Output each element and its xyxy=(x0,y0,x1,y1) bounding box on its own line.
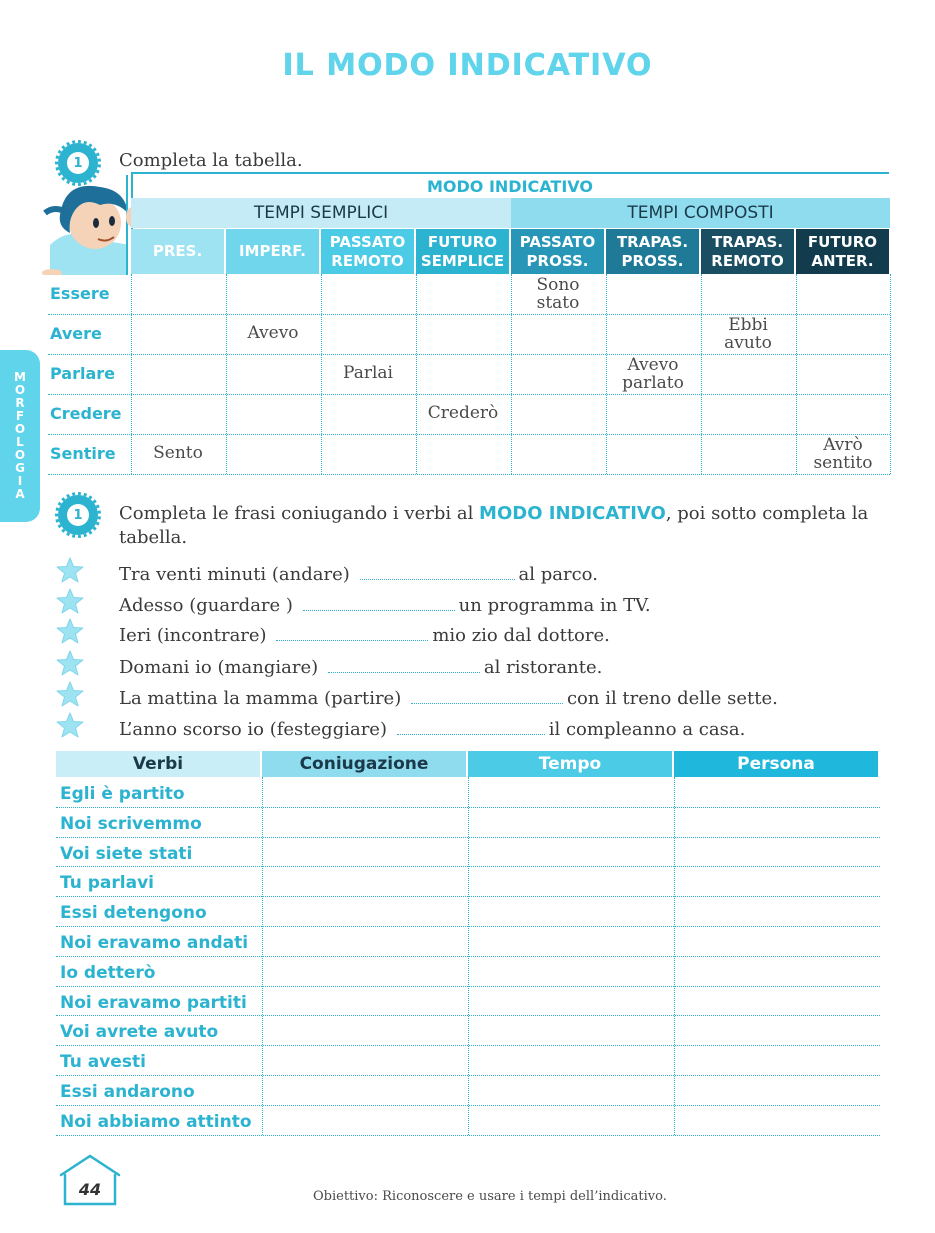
verb-label: Essere xyxy=(50,284,110,303)
answer-cell[interactable] xyxy=(468,866,674,896)
verb-label: Credere xyxy=(50,404,122,423)
answer-cell[interactable] xyxy=(262,807,468,837)
verb-form-label: Io detterò xyxy=(60,962,156,983)
table-cell[interactable] xyxy=(701,274,795,314)
answer-blank[interactable] xyxy=(360,566,515,580)
table-cell[interactable] xyxy=(796,394,890,434)
group-header-tempi-semplici: TEMPI SEMPLICI xyxy=(131,198,511,228)
verb-form-label: Tu parlavi xyxy=(60,873,154,894)
column-header-imperf: IMPERF. xyxy=(226,229,321,274)
answer-cell[interactable] xyxy=(674,896,880,926)
table-cell[interactable] xyxy=(606,274,700,314)
table-cell[interactable] xyxy=(416,434,510,474)
page-title: IL MODO INDICATIVO xyxy=(282,48,653,83)
table-cell[interactable] xyxy=(416,354,510,394)
answer-cell[interactable] xyxy=(262,866,468,896)
side-tab-morfologia: M O R F O L O G I A xyxy=(0,350,40,522)
table-cell[interactable] xyxy=(321,394,415,434)
column-header-pres: PRES. xyxy=(131,229,226,274)
answer-cell[interactable] xyxy=(468,956,674,986)
column-header-passato-remoto: PASSATO REMOTO xyxy=(321,229,416,274)
table-cell[interactable] xyxy=(131,314,225,354)
table1-column-divider xyxy=(890,274,891,474)
table-cell[interactable] xyxy=(131,354,225,394)
table-cell[interactable] xyxy=(226,274,320,314)
verb-label: Sentire xyxy=(50,444,116,463)
answer-cell[interactable] xyxy=(468,926,674,956)
table-cell[interactable] xyxy=(606,314,700,354)
exercise-sentence: Ieri (incontrare) mio zio dal dottore. xyxy=(119,625,610,646)
verb-form-label: Essi andarono xyxy=(60,1082,195,1102)
answer-cell[interactable] xyxy=(262,956,468,986)
star-bullet-icon xyxy=(56,557,84,583)
table-cell[interactable] xyxy=(321,434,415,474)
table2-column-divider xyxy=(674,777,675,1135)
table-cell[interactable] xyxy=(701,354,795,394)
exercise-sentence: Domani io (mangiare) al ristorante. xyxy=(119,657,603,678)
column-header-futuro-anter: FUTURO ANTER. xyxy=(796,229,891,274)
table1-row-divider xyxy=(48,474,890,475)
answer-cell[interactable] xyxy=(262,837,468,867)
table-cell[interactable]: Ebbi avuto xyxy=(724,315,772,353)
verb-form-label: Egli è partito xyxy=(60,784,185,804)
verb-form-label: Essi detengono xyxy=(60,903,207,924)
table-cell[interactable] xyxy=(511,434,605,474)
table-cell[interactable]: Avrò sentito xyxy=(813,435,873,473)
star-bullet-icon xyxy=(56,618,84,644)
answer-cell[interactable] xyxy=(468,807,674,837)
table-cell[interactable] xyxy=(226,394,320,434)
answer-cell[interactable] xyxy=(674,1105,880,1135)
verb-form-label: Noi abbiamo attinto xyxy=(60,1111,252,1132)
answer-cell[interactable] xyxy=(468,1075,674,1105)
answer-cell[interactable] xyxy=(674,1045,880,1075)
table-cell[interactable] xyxy=(701,434,795,474)
table-cell[interactable] xyxy=(511,354,605,394)
answer-blank[interactable] xyxy=(328,659,480,673)
answer-cell[interactable] xyxy=(262,1015,468,1045)
verb-form-label: Noi eravamo partiti xyxy=(60,992,247,1013)
star-bullet-icon xyxy=(56,712,84,738)
exercise-sentence: Tra venti minuti (andare) al parco. xyxy=(119,564,598,585)
table-cell[interactable] xyxy=(226,434,320,474)
table2-column-divider xyxy=(468,777,469,1135)
table-cell[interactable] xyxy=(416,274,510,314)
exercise-sentence: L’anno scorso io (festeggiare) il compleanno a casa. xyxy=(119,719,746,740)
exercise-sentence: Adesso (guardare ) un programma in TV. xyxy=(119,595,651,616)
answer-cell[interactable] xyxy=(674,1015,880,1045)
table-cell[interactable] xyxy=(796,274,890,314)
answer-cell[interactable] xyxy=(468,1045,674,1075)
star-bullet-icon xyxy=(56,650,84,676)
answer-cell[interactable] xyxy=(674,807,880,837)
exercise2-instruction: Completa le frasi coniugando i verbi al MODO INDICATIVO, poi sotto completa la tabella. xyxy=(119,503,869,548)
answer-cell[interactable] xyxy=(468,837,674,867)
table-cell[interactable]: Sento xyxy=(153,443,203,463)
answer-cell[interactable] xyxy=(674,1075,880,1105)
verb-form-label: Noi scrivemmo xyxy=(60,813,202,834)
table-cell[interactable] xyxy=(606,394,700,434)
table2-header-tempo: Tempo xyxy=(468,751,674,777)
verb-label: Avere xyxy=(50,324,102,343)
answer-cell[interactable] xyxy=(262,1045,468,1075)
verb-form-label: Voi avrete avuto xyxy=(60,1022,219,1043)
answer-cell[interactable] xyxy=(674,986,880,1016)
answer-cell[interactable] xyxy=(468,777,674,807)
column-header-passato-pross: PASSATO PROSS. xyxy=(511,229,606,274)
answer-blank[interactable] xyxy=(276,627,428,641)
table-cell[interactable] xyxy=(511,394,605,434)
answer-cell[interactable] xyxy=(262,777,468,807)
column-header-trapas-pross: TRAPAS. PROSS. xyxy=(606,229,701,274)
verb-form-label: Tu avesti xyxy=(60,1052,146,1073)
answer-cell[interactable] xyxy=(468,1105,674,1135)
star-bullet-icon xyxy=(56,588,84,614)
column-header-trapas-remoto: TRAPAS. REMOTO xyxy=(701,229,796,274)
answer-cell[interactable] xyxy=(468,896,674,926)
table2-header-verbi: Verbi xyxy=(56,751,262,777)
column-header-futuro-semplice: FUTURO SEMPLICE xyxy=(416,229,511,274)
exercise-number-icon: 1 xyxy=(58,143,98,183)
table-cell[interactable] xyxy=(321,314,415,354)
answer-cell[interactable] xyxy=(262,896,468,926)
exercise1-instruction: Completa la tabella. xyxy=(119,150,303,171)
table-cell[interactable] xyxy=(321,274,415,314)
answer-blank[interactable] xyxy=(303,597,455,611)
answer-cell[interactable] xyxy=(468,986,674,1016)
table2-column-divider xyxy=(262,777,263,1135)
exercise-sentence: La mattina la mamma (partire) con il treno delle sette. xyxy=(119,688,778,709)
answer-cell[interactable] xyxy=(262,986,468,1016)
table-cell[interactable] xyxy=(131,394,225,434)
table-cell[interactable] xyxy=(226,354,320,394)
table-cell[interactable]: Crederò xyxy=(427,403,499,423)
table-cell[interactable]: Avevo parlato xyxy=(622,355,684,393)
table-cell[interactable] xyxy=(511,314,605,354)
verb-form-label: Noi eravamo andati xyxy=(60,933,249,953)
answer-cell[interactable] xyxy=(674,926,880,956)
table2-header-coniugazione: Coniugazione xyxy=(262,751,468,777)
table-cell[interactable] xyxy=(701,394,795,434)
table-cell[interactable] xyxy=(796,354,890,394)
footer-objective: Obiettivo: Riconoscere e usare i tempi dell’indicativo. xyxy=(313,1189,667,1204)
table1-main-header: MODO INDICATIVO xyxy=(131,172,889,198)
answer-cell[interactable] xyxy=(468,1015,674,1045)
table-cell[interactable]: Avevo xyxy=(247,323,299,343)
answer-cell[interactable] xyxy=(262,1105,468,1135)
page-number: 44 xyxy=(78,1180,102,1199)
answer-cell[interactable] xyxy=(674,777,880,807)
answer-cell[interactable] xyxy=(674,866,880,896)
table-cell[interactable] xyxy=(796,314,890,354)
group-header-tempi-composti: TEMPI COMPOSTI xyxy=(511,198,890,228)
answer-blank[interactable] xyxy=(411,690,563,704)
answer-cell[interactable] xyxy=(674,837,880,867)
answer-cell[interactable] xyxy=(262,926,468,956)
answer-cell[interactable] xyxy=(674,956,880,986)
star-bullet-icon xyxy=(56,681,84,707)
verb-form-label: Voi siete stati xyxy=(60,843,193,864)
table-cell[interactable] xyxy=(416,314,510,354)
table-cell[interactable] xyxy=(131,274,225,314)
answer-cell[interactable] xyxy=(262,1075,468,1105)
table-cell[interactable]: Parlai xyxy=(343,363,393,383)
table2-header-persona: Persona xyxy=(674,751,880,777)
boy-illustration xyxy=(40,175,135,275)
exercise-number-icon: 1 xyxy=(58,495,98,535)
verb-label: Parlare xyxy=(50,364,116,383)
answer-blank[interactable] xyxy=(397,721,545,735)
table-cell[interactable]: Sono stato xyxy=(536,275,580,313)
table-cell[interactable] xyxy=(606,434,700,474)
